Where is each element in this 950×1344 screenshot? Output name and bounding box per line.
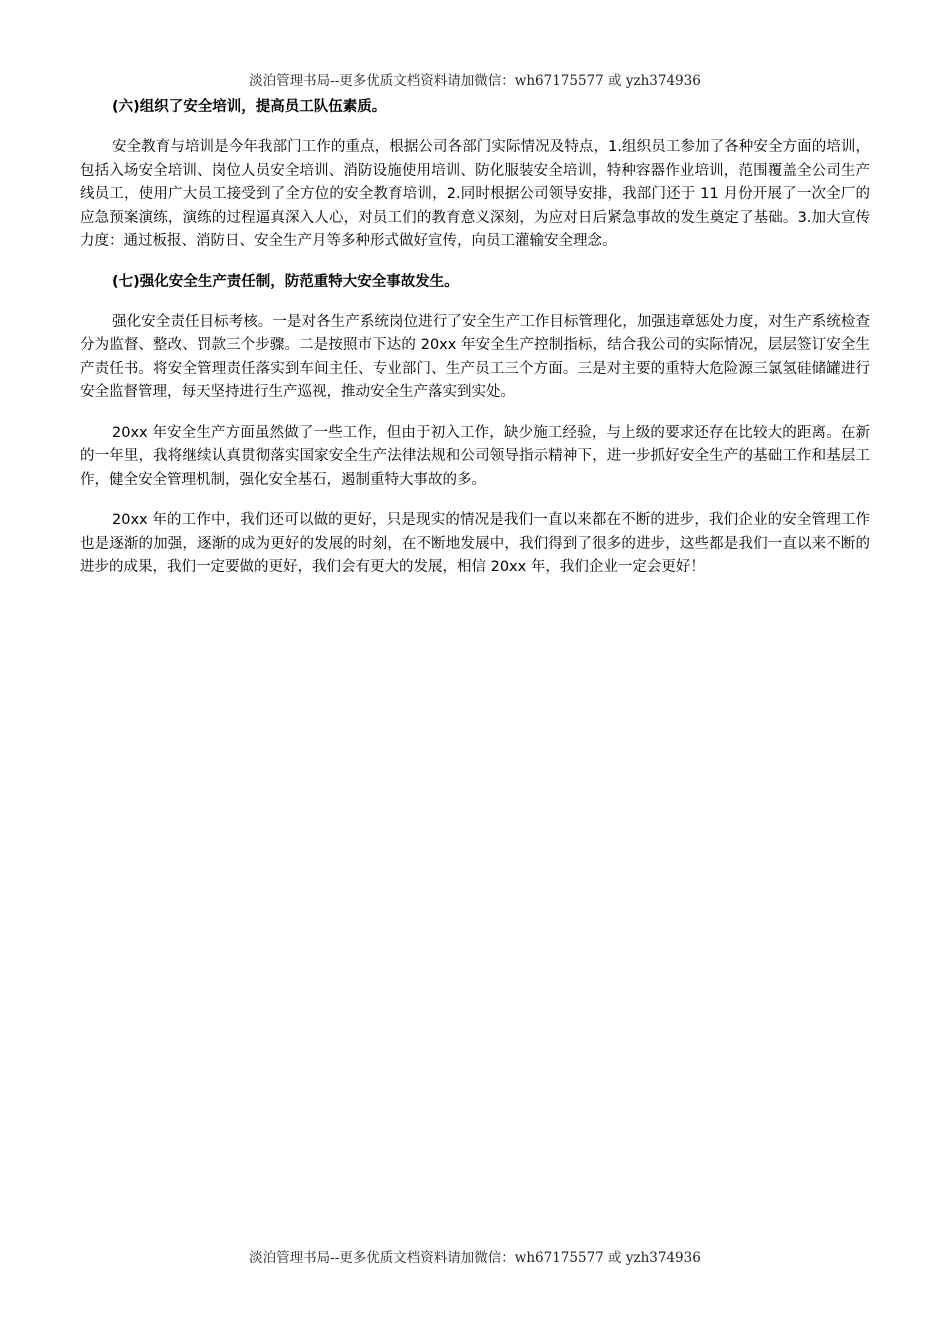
section-paragraph-6: 安全教育与培训是今年我部门工作的重点，根据公司各部门实际情况及特点，1.组织员工参加了各种安全方面的培训，包括入场安全培训、岗位人员安全培训、消防设施使用培训、防化服装安全培训，特种容器作业培训，范围覆盖全公司生产线员工，使用广大员工接受到了全方位的安全教育培训，2.同时根据公司领导安排，我部门还于 11 月份开展了一次全厂的应急预案演练，演练的过程逼真深入人心，对员工们的教育意义深刻，为应对日后紧急事故的发生奠定了基础。3.加大宣传力度：通过板报、消防日、安全生产月等多种形式做好宣传，向员工灌输安全理念。 [80,139,870,249]
section-heading-6: (六)组织了安全培训，提高员工队伍素质。 [112,99,387,115]
closing-paragraph: 20xx 年的工作中，我们还可以做的更好，只是现实的情况是我们一直以来都在不断的进步，我们企业的安全管理工作也是逐渐的加强，逐渐的成为更好的发展的时刻，在不断地发展中，我们得到了很多的进步，这些都是我们一直以来不断的进步的成果，我们一定要做的更好，我们会有更大的发展，相信 20xx 年，我们企业一定会更好！ [80,512,870,575]
document-body [80,96,870,597]
page-header: 淡泊管理书局--更多优质文档资料请加微信：wh67175577 或 yzh374936 [249,73,701,89]
page-footer: 淡泊管理书局--更多优质文档资料请加微信：wh67175577 或 yzh374936 [249,1250,701,1266]
section-heading-7: (七)强化安全生产责任制，防范重特大安全事故发生。 [112,273,459,290]
section-paragraph-7: 强化安全责任目标考核。一是对各生产系统岗位进行了安全生产工作目标管理化，加强违章惩处力度，对生产系统检查分为监督、整改、罚款三个步骤。二是按照市下达的 20xx 年安全生产控制指标，结合我公司的实际情况，层层签订安全生产责任书。将安全管理责任落实到车间主任、专业部门、生产员工三个方面。三是对主要的重特大危险源三氯氢硅储罐进行安全监督管理，每天坚持进行生产巡视，推动安全生产落实到实处。 [80,313,870,400]
summary-paragraph: 20xx 年安全生产方面虽然做了一些工作，但由于初入工作，缺少施工经验，与上级的要求还存在比较大的距离。在新的一年里，我将继续认真贯彻落实国家安全生产法律法规和公司领导指示精神下，进一步抓好安全生产的基础工作和基层工作，健全安全管理机制，强化安全基石，遏制重特大事故的多。 [80,424,870,488]
